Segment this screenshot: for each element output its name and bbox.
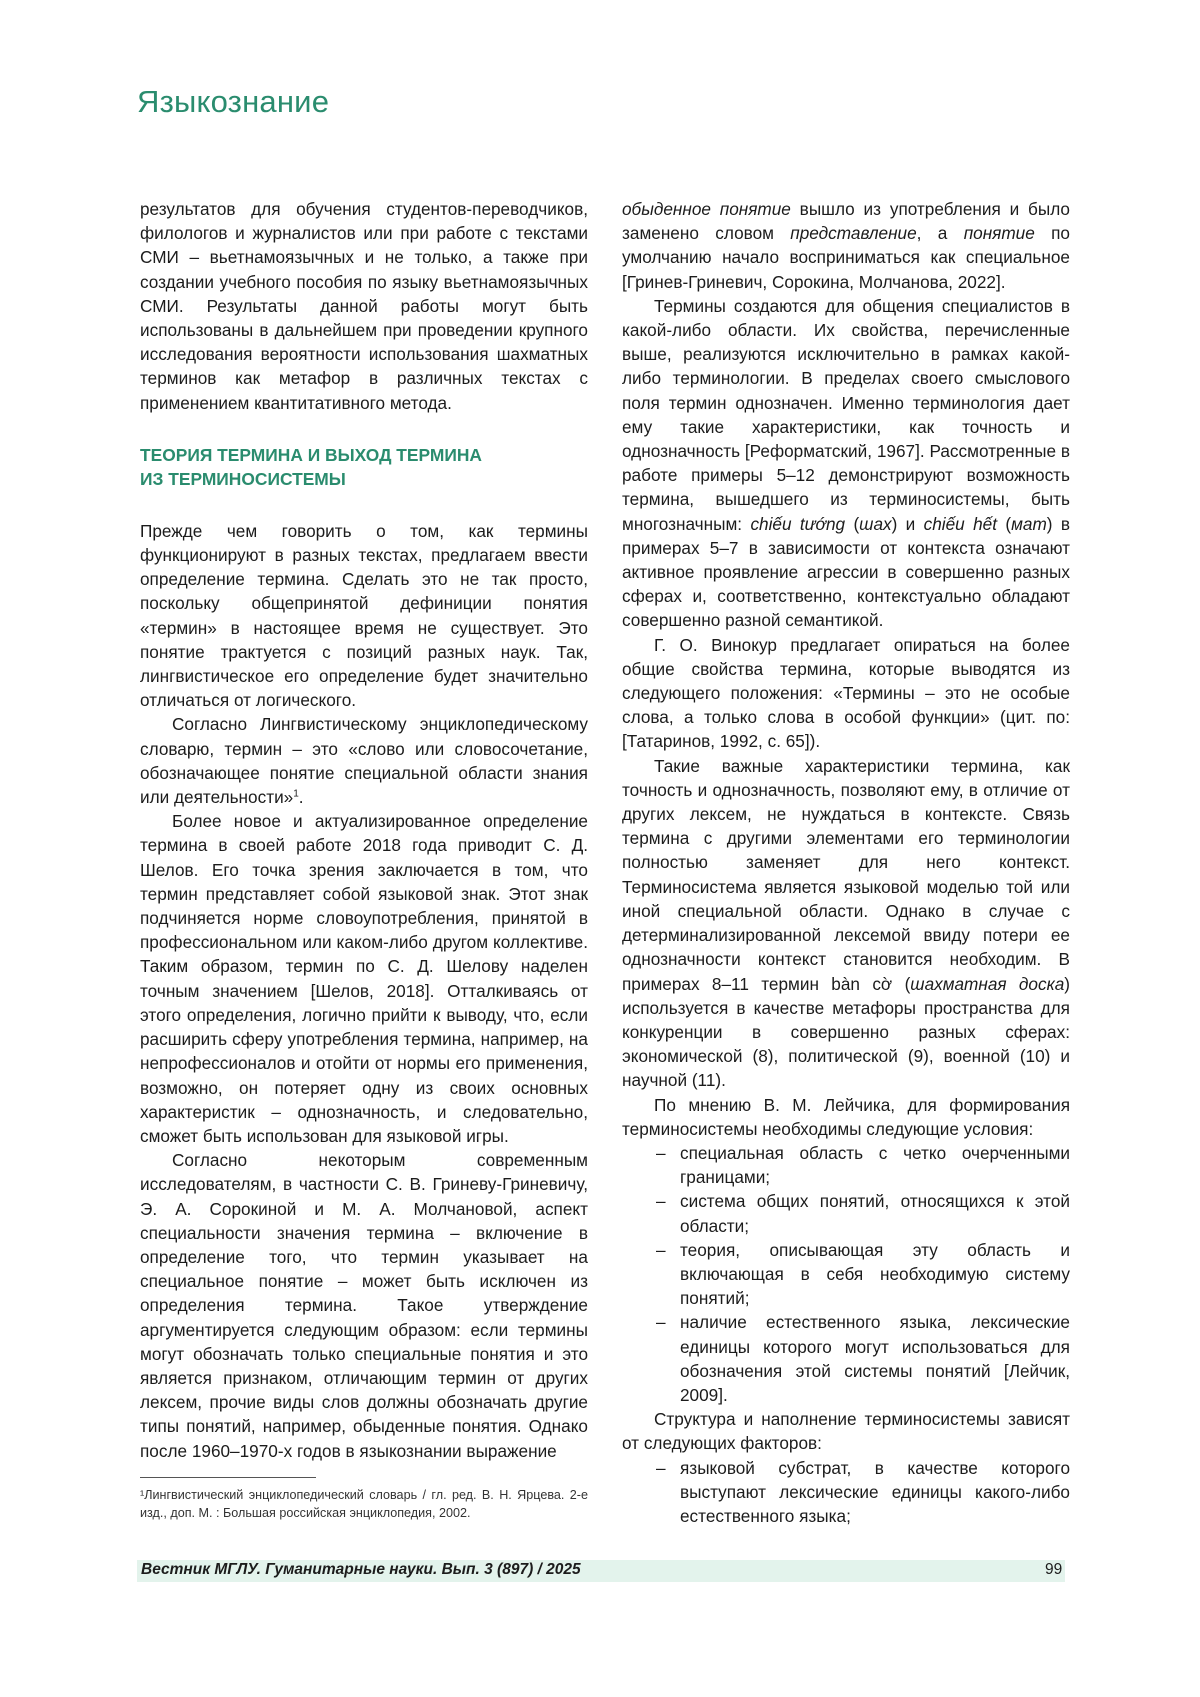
paragraph-text: ( — [997, 513, 1012, 534]
paragraph-text: , а — [916, 223, 964, 244]
paragraph-text: ) в примерах 5–7 в зависимости от контекста означают активное проявление агрессии в совершенно разных сферах и, соответственно, контекстуально обладают совершенно разной семантикой. — [622, 513, 1071, 631]
left-column — [140, 197, 588, 1522]
paragraph-text: ) используется в качестве метафоры пространства для конкуренции в совершенно разных сферах: экономической (8), политической (9), военной (10) и научной (11). — [622, 973, 1070, 1091]
paragraph-text: . — [298, 787, 304, 808]
right-column — [622, 197, 1070, 1528]
paragraph-text: вышло из употребления и было заменено словом — [622, 199, 1070, 244]
dash-bullet: – — [656, 1142, 666, 1163]
paragraph — [622, 754, 1070, 1093]
footnote-divider — [140, 1477, 316, 1478]
paragraph-text: ( — [845, 513, 860, 534]
section-heading — [140, 443, 588, 491]
list-item-text: языковой субстрат, в качестве которого выступают лексические единицы какого-либо естественного языка; — [680, 1457, 1070, 1526]
paragraph: результатов для обучения студентов-переводчиков, филологов и журналистов или при работе с текстами СМИ – вьетнамоязычных и не только, а также при создании учебного пособия по языку вьетнамоязычных СМИ. Результаты данной работы могут быть использованы в дальнейшем при проведении крупного исследования вероятности использования шахматных терминов как метафор в различных текстах с применением квантитативного метода. — [140, 199, 588, 413]
paragraph — [622, 197, 1070, 294]
italic-term: шахматная доска — [910, 973, 1065, 994]
dash-bullet: – — [656, 1312, 666, 1333]
list-item-text: наличие естественного языка, лексические единицы которого могут использоваться для обозначения этой системы понятий [Лейчик, 2009]. — [680, 1312, 1070, 1405]
paragraph: По мнению В. М. Лейчика, для формирования терминосистемы необходимы следующие условия: — [622, 1094, 1070, 1139]
paragraph-text: по умолчанию начало восприниматься как специальное [Гринев-Гриневич, Сорокина, Молчанова, 2022]. — [622, 223, 1070, 292]
footnote: ¹Лингвистический энциклопедический словарь / гл. ред. В. Н. Ярцева. 2-е изд., доп. М. : Большая российская энциклопедия, 2002. — [140, 1487, 588, 1520]
page-number: 99 — [1045, 1561, 1063, 1578]
dash-bullet: – — [656, 1239, 666, 1260]
heading-line: ИЗ ТЕРМИНОСИСТЕМЫ — [140, 468, 346, 489]
italic-term: шах — [859, 513, 892, 534]
list-item — [622, 1189, 1070, 1237]
heading-line: ТЕОРИЯ ТЕРМИНА И ВЫХОД ТЕРМИНА — [140, 444, 482, 465]
italic-term: понятие — [963, 223, 1035, 244]
paragraph-text: Такие важные характеристики термина, как точность и однозначность, позволяют ему, в отличие от других лексем, не нуждаться в контексте. Связь термина с другими элементами его терминологии полностью заменяет для него контекст. Терминосистема является языковой моделью той или иной специальной области. Однако в случае с детерминализированной лексемой ввиду потери ее однозначности контекст становится необходим. В примерах 8–11 термин bàn cờ ( — [622, 755, 1070, 994]
italic-term: chiếu tướng — [750, 513, 846, 534]
paragraph — [622, 294, 1070, 633]
paragraph: Г. О. Винокур предлагает опираться на более общие свойства термина, которые выводятся из следующего положения: «Термины – это не особые слова, а только слова в особой функции» (цит. по: [Татаринов, 1992, с. 65]). — [622, 634, 1070, 752]
list-item-text: специальная область с четко очерченными границами; — [680, 1142, 1070, 1188]
list-item-text: система общих понятий, относящихся к этой области; — [680, 1191, 1070, 1236]
italic-term: представление — [790, 223, 917, 244]
list-item-text: теория, описывающая эту область и включающая в себя необходимую систему понятий; — [680, 1239, 1070, 1309]
conditions-list — [622, 1141, 1070, 1407]
footer-journal-title: Вестник МГЛУ. Гуманитарные науки. Вып. 3 (897) / 2025 — [141, 1561, 581, 1578]
paragraph-text: Согласно Лингвистическому энциклопедическому словарю, термин – это «слово или словосочетание, обозначающее понятие специальной области знания или деятельности» — [140, 714, 588, 808]
paragraph-text: ) и — [891, 513, 924, 534]
list-item — [622, 1141, 1070, 1189]
italic-term: chiếu hết — [923, 513, 998, 534]
paragraph: Согласно некоторым современным исследователям, в частности С. В. Гриневу-Гриневичу, Э. А. Сорокиной и М. А. Молчановой, аспект специальности значения термина – включение в определение того, что термин указывает на специальное понятие – может быть исключен из определения термина. Такое утверждение аргументируется следующим образом: если термины могут обозначать только специальные понятия и это является признаком, отличающим термин от других лексем, прочие виды слов должны обозначать другие типы понятий, например, обыденные понятия. Однако после 1960–1970-х годов в языкознании выражение — [140, 1150, 588, 1461]
paragraph: Более новое и актуализированное определение термина в своей работе 2018 года приводит С. Д. Шелов. Его точка зрения заключается в том, что термин представляет собой языковой знак. Этот знак подчиняется норме словоупотребления, принятой в профессиональном или каком-либо другом коллективе. Таким образом, термин по С. Д. Шелову наделен точным значением [Шелов, 2018]. Отталкиваясь от этого определения, логично прийти к выводу, что, если расширить сферу употребления термина, например, на непрофессионалов и отойти от нормы его применения, возможно, он потеряет одну из своих основных характеристик – однозначность, и следовательно, сможет быть использован для языковой игры. — [140, 811, 588, 1146]
list-item — [622, 1310, 1070, 1407]
italic-term: обыденное понятие — [622, 199, 791, 219]
paragraph-text: Термины создаются для общения специалистов в какой-либо области. Их свойства, перечисленные выше, реализуются исключительно в рамках какой-либо терминологии. В пределах своего смыслового поля термин однозначен. Именно терминология дает ему такие характеристики, как точность и однозначность [Реформатский, 1967]. Рассмотренные в работе примеры 5–12 демонстрируют возможность термина, вышедшего из терминосистемы, быть многозначным: — [622, 295, 1070, 534]
list-item — [622, 1238, 1070, 1311]
footnote-marker: 1 — [293, 788, 299, 800]
paragraph: Структура и наполнение терминосистемы зависят от следующих факторов: — [622, 1409, 1070, 1454]
italic-term: мат — [1011, 513, 1047, 534]
list-item — [622, 1456, 1070, 1529]
paragraph: Прежде чем говорить о том, как термины функционируют в разных текстах, предлагаем ввести определение термина. Сделать это не так просто, поскольку общепринятой дефиниции понятия «термин» в настоящее время не существует. Это понятие трактуется с позиций разных наук. Так, лингвистическое его определение будет значительно отличаться от логического. — [140, 520, 588, 711]
section-title: Языкознание — [137, 84, 330, 119]
paragraph — [140, 712, 588, 809]
factors-list — [622, 1456, 1070, 1529]
dash-bullet: – — [656, 1191, 666, 1212]
dash-bullet: – — [656, 1457, 666, 1478]
